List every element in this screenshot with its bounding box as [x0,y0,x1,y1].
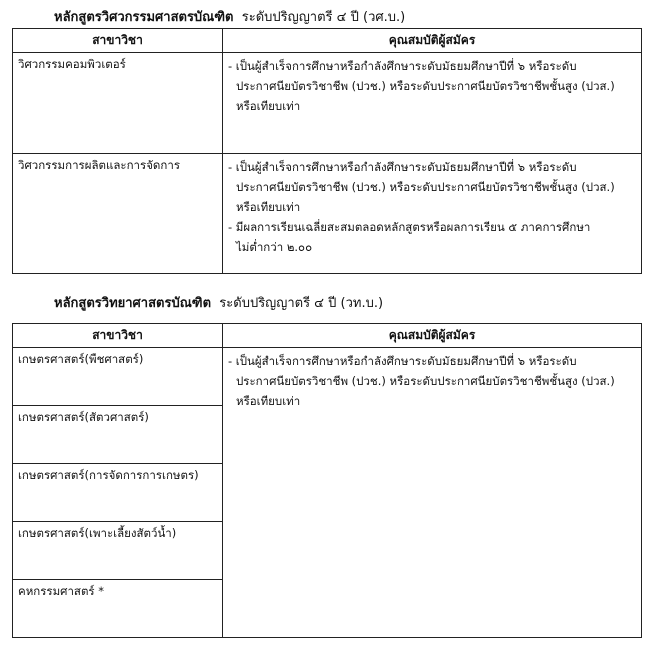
header-major: สาขาวิชา [13,29,223,53]
qualification-line: - มีผลการเรียนเฉลี่ยสะสมตลอดหลักสูตรหรือผลการเรียน ๕ ภาคการศึกษา [228,220,591,234]
qualification-line: - เป็นผู้สำเร็จการศึกษาหรือกำลังศึกษาระดับมัธยมศึกษาปีที่ ๖ หรือระดับ [228,354,577,368]
qualification-line: ไม่ต่ำกว่า ๒.๐๐ [236,240,313,254]
qualification-line: หรือเทียบเท่า [236,200,301,214]
qualification-line: - เป็นผู้สำเร็จการศึกษาหรือกำลังศึกษาระดับมัธยมศึกษาปีที่ ๖ หรือระดับ [228,160,577,174]
science-table [12,323,642,638]
major-cell: คหกรรมศาสตร์ * [13,580,223,638]
major-cell: เกษตรศาสตร์(การจัดการการเกษตร) [13,464,223,522]
section1-title-bold: หลักสูตรวิศวกรรมศาสตรบัณฑิต [54,10,234,25]
qualification-line: หรือเทียบเท่า [236,99,301,113]
qualification-line: ประกาศนียบัตรวิชาชีพ (ปวช.) หรือระดับประกาศนียบัตรวิชาชีพชั้นสูง (ปวส.) [236,180,615,194]
qualification-cell [223,53,642,154]
engineering-table [12,28,642,274]
section1-title-rest: ระดับปริญญาตรี ๔ ปี (วศ.บ.) [241,10,406,25]
table-row [13,154,642,274]
qualification-line: หรือเทียบเท่า [236,394,301,408]
header-major: สาขาวิชา [13,324,223,348]
qualification-line: - เป็นผู้สำเร็จการศึกษาหรือกำลังศึกษาระดับมัธยมศึกษาปีที่ ๖ หรือระดับ [228,59,577,73]
major-cell: เกษตรศาสตร์(สัตวศาสตร์) [13,406,223,464]
section2-title-bold: หลักสูตรวิทยาศาสตรบัณฑิต [54,296,212,311]
section2-title-rest: ระดับปริญญาตรี ๔ ปี (วท.บ.) [219,296,384,311]
header-qualification: คุณสมบัติผู้สมัคร [223,324,642,348]
section1-title [54,6,405,27]
major-cell: เกษตรศาสตร์(เพาะเลี้ยงสัตว์น้ำ) [13,522,223,580]
major-cell: เกษตรศาสตร์(พืชศาสตร์) [13,348,223,406]
table-row [13,348,642,406]
qualification-line: ประกาศนียบัตรวิชาชีพ (ปวช.) หรือระดับประกาศนียบัตรวิชาชีพชั้นสูง (ปวส.) [236,79,615,93]
table-row [13,53,642,154]
header-qualification: คุณสมบัติผู้สมัคร [223,29,642,53]
section2-title [54,292,383,313]
qualification-cell [223,348,642,638]
qualification-cell [223,154,642,274]
major-cell: วิศวกรรมคอมพิวเตอร์ [13,53,223,154]
qualification-line: ประกาศนียบัตรวิชาชีพ (ปวช.) หรือระดับประกาศนียบัตรวิชาชีพชั้นสูง (ปวส.) [236,374,615,388]
major-cell: วิศวกรรมการผลิตและการจัดการ [13,154,223,274]
